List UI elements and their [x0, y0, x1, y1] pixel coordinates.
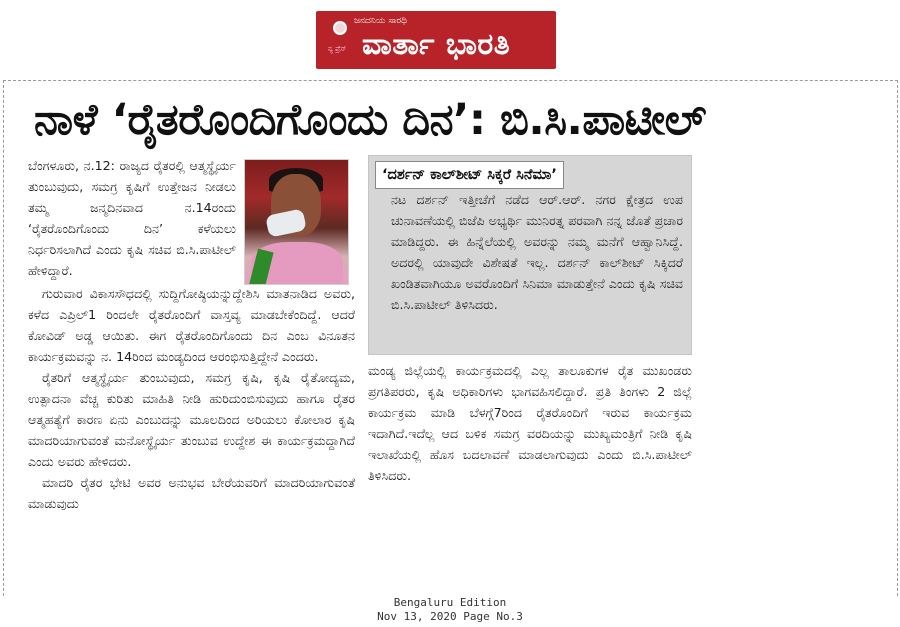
footer: [0, 596, 900, 624]
sidebar-box: [368, 155, 692, 355]
paragraph-3: ರೈತರಿಗೆ ಆತ್ಮಸ್ಥೈರ್ಯ ತುಂಬುವುದು, ಸಮಗ್ರ ಕೃಷಿ, ಕೃಷಿ ರೈತೋದ್ಯಮ, ಉತ್ಪಾದನಾ ವೆಚ್ಚ ಕುರಿತು ಮಾಹಿತಿ ನೀಡಿ ಹುರಿದುಂಬಿಸುವುದು ಹಾಗೂ ರೈತರ ಆತ್ಮಹತ್ಯೆಗೆ ಕಾರಣ ಏನು ಎಂಬುದನ್ನು ಮೂಲದಿಂದ ಅರಿಯಲು ಕೋಲಾರ ಕೃಷಿ ಮಾದರಿಯಾಗುವಂತೆ ಮನೋಸ್ಥೈರ್ಯ ತುಂಬುವ ಉದ್ದೇಶ ಈ ಕಾರ್ಯಕ್ರಮದ್ದಾಗಿದೆ ಎಂದು ಅವರು ಹೇಳಿದರು.: [28, 370, 355, 469]
paragraph-4: ಮಾದರಿ ರೈತರ ಭೇಟಿ ಅವರ ಅನುಭವ ಬೇರೆಯವರಿಗೆ ಮಾದರಿಯಾಗುವಂತೆ ಮಾಡುವುದು: [28, 475, 355, 511]
edition-label: Bengaluru Edition: [393, 596, 507, 609]
minister-photo: [244, 159, 349, 285]
box-paragraph: ನಟ ದರ್ಶನ್ ಇತ್ತೀಚೆಗೆ ನಡೆದ ಆರ್.ಆರ್. ನಗರ ಕ್ಷೇತ್ರದ ಉಪ ಚುನಾವಣೆಯಲ್ಲಿ ಬಿಜೆಪಿ ಅಭ್ಯರ್ಥಿ ಮುನಿರತ್ನ ಪರವಾಗಿ ನನ್ನ ಜೊತೆ ಪ್ರಚಾರ ಮಾಡಿದ್ದರು. ಈ ಹಿನ್ನೆಲೆಯಲ್ಲಿ ಅವರನ್ನು ನಮ್ಮ ಮನೆಗೆ ಆಹ್ವಾನಿಸಿದ್ದೆ. ಅದರಲ್ಲಿ ಯಾವುದೇ ವಿಶೇಷತೆ ಇಲ್ಲ. ದರ್ಶನ್ ಕಾಲ್‌ಶೀಟ್ ಸಿಕ್ಕಿದರೆ ಖಂಡಿತವಾಗಿಯೂ ಅವರೊಂದಿಗೆ ಸಿನಿಮಾ ಮಾಡುತ್ತೇನೆ ಎಂದು ಕೃಷಿ ಸಚಿವ ಬಿ.ಸಿ.ಪಾಟೀಲ್ ತಿಳಿಸಿದರು.: [391, 192, 683, 312]
box-body: [391, 189, 683, 315]
box-title: ‘ದರ್ಶನ್ ಕಾಲ್‌ಶೀಟ್ ಸಿಕ್ಕರೆ ಸಿನೆಮಾ’: [375, 161, 564, 189]
lead-paragraph: ಬೆಂಗಳೂರು, ನ.12: ರಾಜ್ಯದ ರೈತರಲ್ಲಿ ಆತ್ಮಸ್ಥೈರ್ಯ ತುಂಬುವುದು, ಸಮಗ್ರ ಕೃಷಿಗೆ ಉತ್ತೇಜನ ನೀಡಲು ತಮ್ಮ ಜನ್ಮದಿನವಾದ ನ.14ರಂದು ‘ರೈತರೊಂದಿಗೊಂದು ದಿನ’ ಕಳೆಯಲು ನಿರ್ಧರಿಸಲಾಗಿದೆ ಎಂದು ಕೃಷಿ ಸಚಿವ ಬಿ.ಸಿ.ಪಾಟೀಲ್ ಹೇಳಿದ್ದಾರೆ.: [28, 158, 236, 278]
masthead-logo: [316, 11, 556, 69]
date-page-label: Nov 13, 2020 Page No.3: [377, 610, 523, 623]
emblem-icon: [333, 21, 347, 35]
right-paragraph: ಮಂಡ್ಯ ಜಿಲ್ಲೆಯಲ್ಲಿ ಕಾರ್ಯಕ್ರಮದಲ್ಲಿ ಎಲ್ಲ ತಾಲೂಕುಗಳ ರೈತ ಮುಖಂಡರು ಪ್ರಗತಿಪರರು, ಕೃಷಿ ಅಧಿಕಾರಿಗಳು ಭಾಗವಹಿಸಲಿದ್ದಾರೆ. ಪ್ರತಿ ತಿಂಗಳು 2 ಜಿಲ್ಲೆ ಕಾರ್ಯಕ್ರಮ ಮಾಡಿ ಬೆಳಗ್ಗೆ7ರಿಂದ ರೈತರೊಂದಿಗೆ ಇರುವ ಕಾರ್ಯಕ್ರಮ ಇದಾಗಿದೆ.ಇದೆಲ್ಲ ಆದ ಬಳಿಕ ಸಮಗ್ರ ವರದಿಯನ್ನು ಮುಖ್ಯಮಂತ್ರಿಗೆ ನೀಡಿ ಕೃಷಿ ಇಲಾಖೆಯಲ್ಲಿ ಹೊಸ ಬದಲಾವಣೆ ಮಾಡಲಾಗುವುದು ಎಂದು ಬಿ.ಸಿ.ಪಾಟೀಲ್ ತಿಳಿಸಿದರು.: [368, 363, 692, 483]
right-column: [368, 360, 692, 486]
masthead-name: ವಾರ್ತಾ ಭಾರತಿ: [362, 27, 511, 62]
masthead-tagline: ಜನದನಿಯ ಸಾರಥಿ: [354, 16, 407, 26]
masthead-sub: ನ್ಯ ಪ್ರೆಸ್: [328, 45, 347, 53]
lead-column: [28, 155, 236, 281]
paragraph-2: ಗುರುವಾರ ವಿಕಾಸಸೌಧದಲ್ಲಿ ಸುದ್ದಿಗೋಷ್ಠಿಯನ್ನುದ್ದೇಶಿಸಿ ಮಾತನಾಡಿದ ಅವರು, ಕಳೆದ ಎಪ್ರಿಲ್1 ರಿಂದಲೇ ರೈತರೊಂದಿಗೆ ವಾಸ್ತವ್ಯ ಮಾಡಬೇಕೆಂದಿದ್ದೆ. ಆದರೆ ಕೋವಿಡ್ ಅಡ್ಡ ಆಯಿತು. ಈಗ ರೈತರೊಂದಿಗೊಂದು ದಿನ ಎಂಬ ವಿನೂತನ ಕಾರ್ಯಕ್ರಮವನ್ನು ನ. 14ರಿಂದ ಮಂಡ್ಯದಿಂದ ಆರಂಭಿಸುತ್ತಿದ್ದೇನೆ ಎಂದರು.: [28, 286, 355, 364]
headline: ನಾಳೆ ‘ರೈತರೊಂದಿಗೊಂದು ದಿನ’: ಬಿ.ಸಿ.ಪಾಟೀಲ್: [34, 95, 706, 145]
article-body: [28, 283, 355, 514]
